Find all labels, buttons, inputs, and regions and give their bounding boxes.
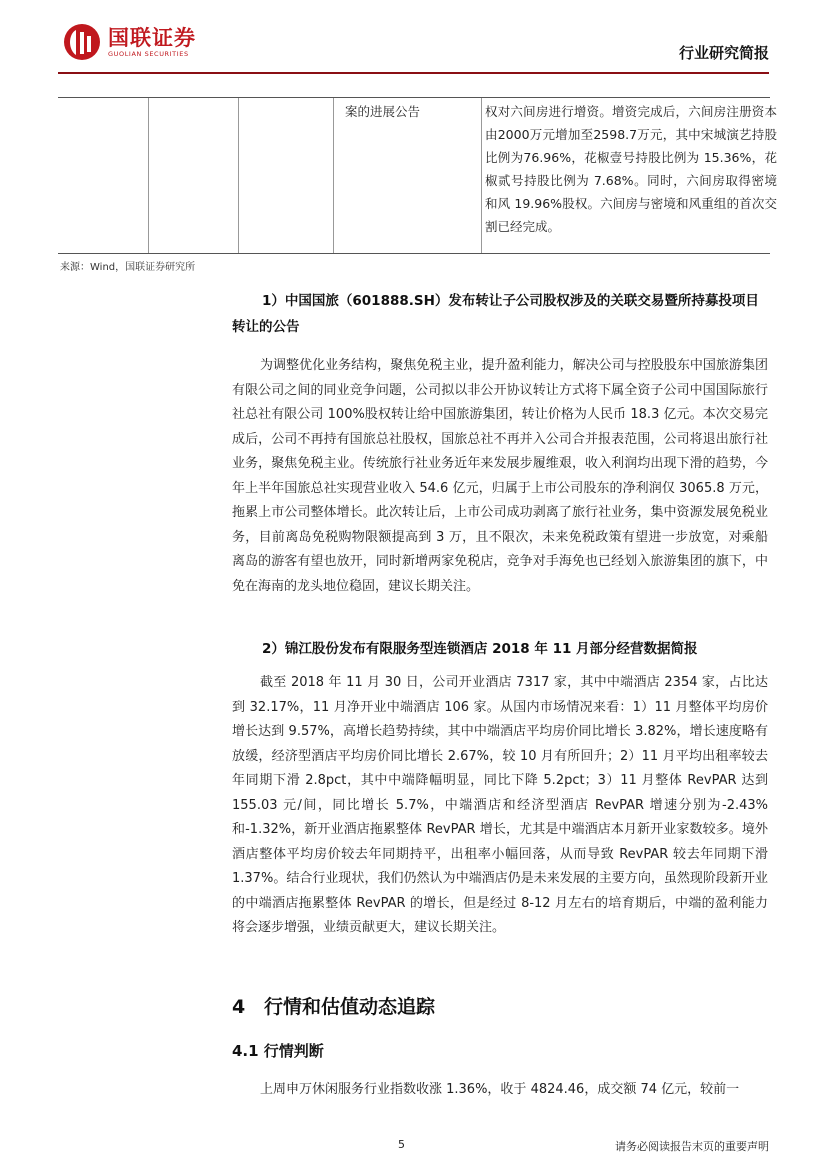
table-column bbox=[238, 98, 334, 253]
logo-english-name: GUOLIAN SECURITIES bbox=[108, 49, 189, 58]
company-logo bbox=[62, 22, 196, 62]
news-1-body: 为调整优化业务结构，聚焦免税主业，提升盈利能力，解决公司与控股股东中国旅游集团有限公司之间的同业竞争问题，公司拟以非公开协议转让方式将下属全资子公司中国国际旅行社总社有限公司 100%股权转让给中国旅游集团，转让价格为人民币 18.3 亿元。本次交易完成后，公司不再持有国旅总社股权，国旅总社不再并入公司合并报表范围，公司将退出旅行社业务，聚焦免税主业。传统旅行社业务近年来发展步履维艰，收入利润均出现下滑的趋势，今年上半年国旅总社实现营业收入 54.6 亿元，归属于上市公司股东的净利润仅 3065.8 万元，拖累上市公司整体增长。此次转让后，上市公司成功剥离了旅行社业务，集中资源发展免税业务，目前离岛免税购物限额提高到 3 万，且不限次，未来免税政策有望进一步放宽，对乘船离岛的游客有望也放开，同时新增两家免税店，竞争对手海免也已经划入旅游集团的旗下，中免在海南的龙头地位稳固，建议长期关注。 bbox=[232, 358, 768, 594]
table-cell-event: 案的进展公告 bbox=[345, 104, 421, 119]
table-column bbox=[58, 98, 149, 253]
news-1-title: 1）中国国旅（601888.SH）发布转让子公司股权涉及的关联交易暨所持募投项目转让的公告 bbox=[232, 293, 759, 335]
subsection-4-1-heading: 4.1 行情判断 bbox=[232, 1042, 324, 1060]
footer-disclaimer: 请务必阅读报告末页的重要声明 bbox=[615, 1140, 769, 1153]
table-cell-detail: 权对六间房进行增资。增资完成后，六间房注册资本由2000万元增加至2598.7万元，其中宋城演艺持股比例为76.96%，花椒壹号持股比例为 15.36%，花椒贰号持股比例为 7.68%。同时，六间房取得密境和风 19.96%股权。六间房与密境和风重组的首次交割已经完成。 bbox=[485, 104, 777, 234]
section-number: 4 bbox=[232, 996, 246, 1018]
news-2-title: 2）锦江股份发布有限服务型连锁酒店 2018 年 11 月部分经营数据简报 bbox=[262, 641, 698, 657]
announcement-table-fragment bbox=[58, 97, 777, 254]
table-column bbox=[148, 98, 239, 253]
section-title: 行情和估值动态追踪 bbox=[264, 996, 436, 1018]
section-4-heading bbox=[232, 992, 435, 1019]
guolian-logo-icon bbox=[62, 22, 102, 62]
page-number: 5 bbox=[398, 1138, 405, 1151]
logo-chinese-name: 国联证券 bbox=[108, 25, 196, 50]
report-type-title: 行业研究简报 bbox=[678, 44, 769, 62]
header-divider bbox=[58, 72, 769, 74]
table-source-note: 来源：Wind，国联证券研究所 bbox=[60, 262, 196, 273]
section-4-1-body: 上周申万休闲服务行业指数收涨 1.36%，收于 4824.46，成交额 74 亿元，较前一 bbox=[260, 1082, 740, 1097]
news-2-body: 截至 2018 年 11 月 30 日，公司开业酒店 7317 家，其中中端酒店 2354 家，占比达到 32.17%，11 月净开业中端酒店 106 家。从国内市场情况来看：1）11 月整体平均房价增长达到 9.57%，高增长趋势持续，其中中端酒店平均房价同比增长 3.82%，增长速度略有放缓，经济型酒店平均房价同比增长 2.67%，较 10 月有所回升；2）11 月平均出租率较去年同期下滑 2.8pct，其中中端降幅明显，同比下降 5.2pct；3）11 月整体 RevPAR 达到 155.03 元/间，同比增长 5.7%，中端酒店和经济型酒店 RevPAR 增速分别为-2.43%和-1.32%，新开业酒店拖累整体 RevPAR 增长，尤其是中端酒店本月新开业家数较多。境外酒店整体平均房价较去年同期持平，出租率小幅回落，从而导致 RevPAR 较去年同期下滑 1.37%。结合行业现状，我们仍然认为中端酒店仍是未来发展的主要方向，虽然现阶段新开业的中端酒店拖累整体 RevPAR 的增长，但是经过 8-12 月左右的培育期后，中端的盈利能力将会逐步增强，业绩贡献更大，建议长期关注。 bbox=[232, 675, 768, 935]
